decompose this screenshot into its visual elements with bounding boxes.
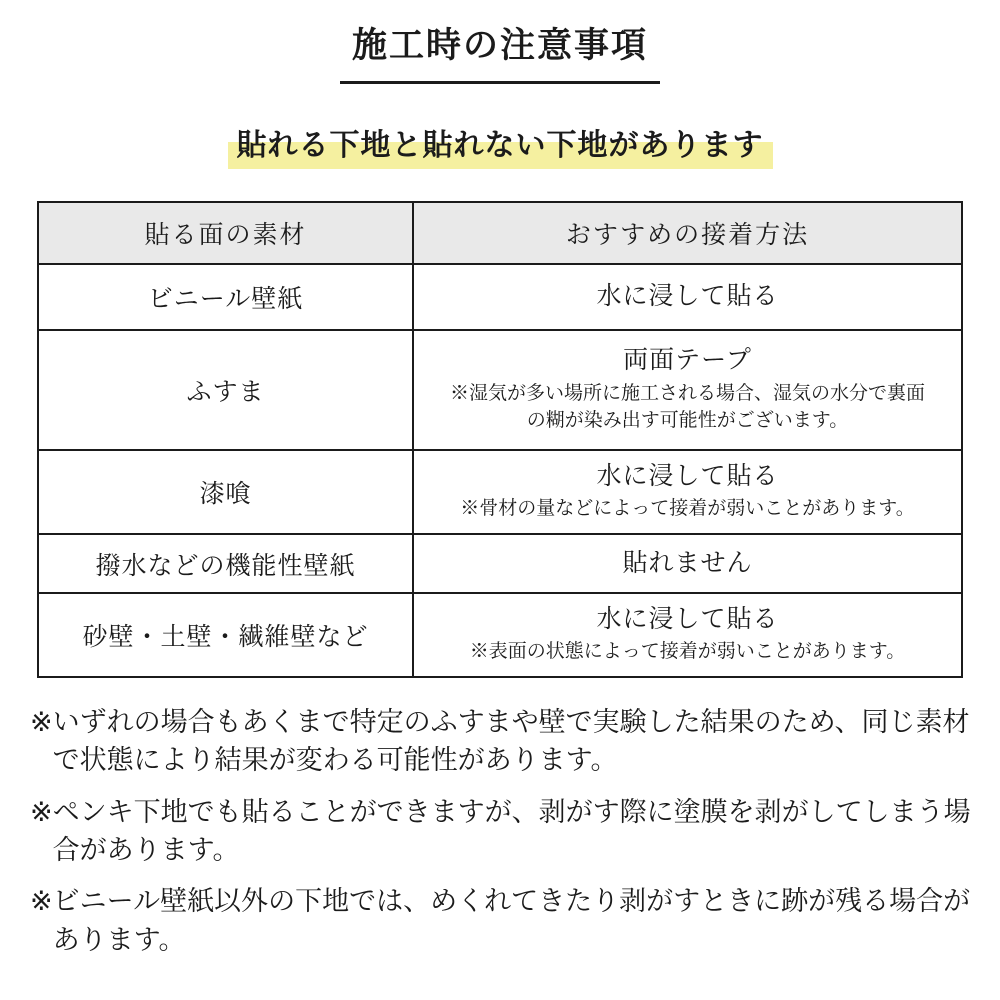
footnote-text: いずれの場合もあくまで特定のふすまや壁で実験した結果のため、同じ素材で状態により結果が変わる可能性があります。 bbox=[52, 707, 970, 776]
material-cell: ふすま bbox=[38, 330, 413, 450]
footnote-marker: ※ bbox=[30, 886, 53, 917]
material-cell: 砂壁・土壁・繊維壁など bbox=[38, 593, 413, 677]
method-text: 両面テープ bbox=[623, 346, 752, 375]
method-cell bbox=[413, 593, 962, 677]
column-header-method: おすすめの接着方法 bbox=[413, 202, 962, 264]
method-note: ※骨材の量などによって接着が弱いことがあります。 bbox=[460, 498, 915, 520]
method-text: 水に浸して貼る bbox=[596, 282, 779, 311]
footnote-text: ビニール壁紙以外の下地では、めくれてきたり剥がすときに跡が残る場合があります。 bbox=[52, 886, 971, 955]
column-header-material: 貼る面の素材 bbox=[38, 202, 413, 264]
method-cell bbox=[413, 534, 962, 593]
footnote-marker: ※ bbox=[30, 707, 53, 737]
material-cell: 撥水などの機能性壁紙 bbox=[38, 534, 413, 593]
method-cell bbox=[413, 450, 962, 534]
subtitle-highlighted: 貼れる下地と貼れない下地があります bbox=[228, 120, 773, 169]
table-row-fusuma bbox=[38, 330, 962, 450]
adhesion-methods-table bbox=[37, 201, 963, 678]
table-row-vinyl-wallpaper bbox=[38, 264, 962, 330]
method-cell bbox=[413, 264, 962, 330]
subtitle-row bbox=[0, 120, 1000, 169]
method-note: ※表面の状態によって接着が弱いことがあります。 bbox=[469, 641, 906, 663]
material-cell: ビニール壁紙 bbox=[38, 264, 413, 330]
footnotes-section bbox=[30, 703, 975, 959]
table-row-water-repellent-wallpaper bbox=[38, 534, 962, 593]
method-text: 水に浸して貼る bbox=[596, 605, 779, 634]
material-cell: 漆喰 bbox=[38, 450, 413, 534]
method-note: ※湿気が多い場所に施工される場合、湿気の水分で裏面の糊が染み出す可能性がございます。 bbox=[449, 382, 925, 432]
page-title: 施工時の注意事項 bbox=[351, 26, 648, 65]
footnote-paint-substrate bbox=[30, 793, 975, 870]
method-text: 水に浸して貼る bbox=[596, 462, 779, 491]
footnote-residue-warning bbox=[30, 882, 975, 959]
table-row-sand-earth-fiber-wall bbox=[38, 593, 962, 677]
footnote-text: ペンキ下地でも貼ることができますが、剥がす際に塗膜を剥がしてしまう場合があります。 bbox=[52, 796, 971, 865]
footnote-test-results bbox=[30, 703, 975, 780]
method-text: 貼れません bbox=[622, 548, 753, 577]
title-underline bbox=[340, 81, 660, 84]
table-header-row bbox=[38, 202, 962, 264]
table-row-plaster bbox=[38, 450, 962, 534]
footnote-marker: ※ bbox=[30, 796, 53, 827]
method-cell bbox=[413, 330, 962, 450]
